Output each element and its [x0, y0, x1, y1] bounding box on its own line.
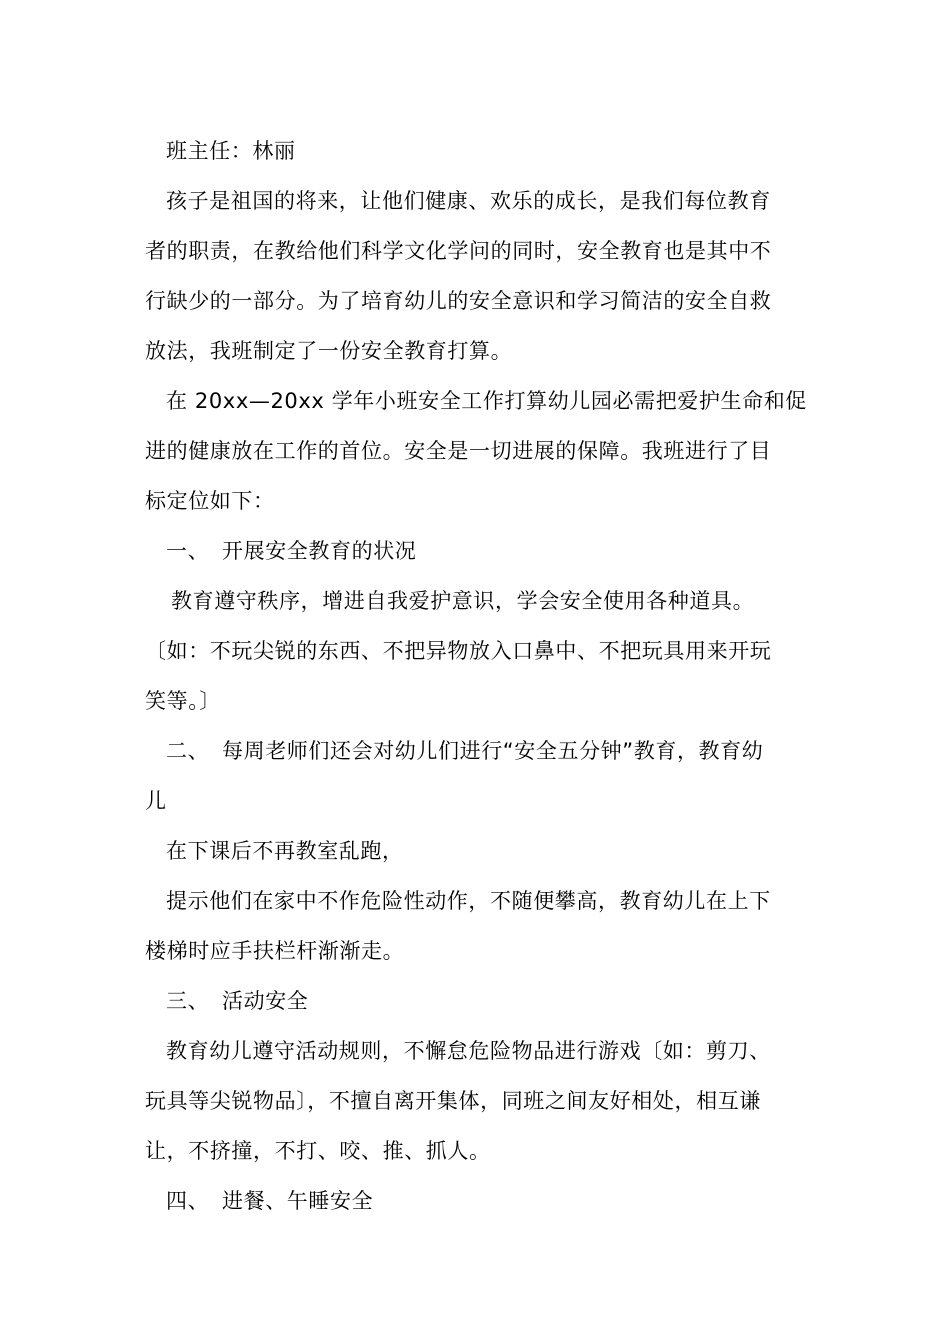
paragraph-line: 〔如：不玩尖锐的东西、不把异物放入口鼻中、不把玩具用来开玩 [145, 639, 772, 663]
section-title: 每周老师们还会对幼儿们进行“安全五分钟”教育，教育幼 [222, 739, 764, 763]
section-title: 活动安全 [222, 989, 309, 1013]
section-number: 三、 [166, 989, 210, 1013]
section-number: 一、 [166, 539, 210, 563]
class-teacher-line: 班主任：林丽 [166, 139, 296, 163]
section-heading-3 [166, 987, 836, 1015]
paragraph-line: 标定位如下： [145, 489, 275, 513]
section-title: 进餐、午睡安全 [222, 1189, 374, 1213]
paragraph-line: 放法，我班制定了一份安全教育打算。 [145, 339, 513, 363]
paragraph-line: 让，不挤撞，不打、咬、推、抓人。 [145, 1139, 491, 1163]
paragraph-line: 行缺少的一部分。为了培育幼儿的安全意识和学习简洁的安全自救 [145, 289, 772, 313]
paragraph-line: 在 20xx—20xx 学年小班安全工作打算幼儿园必需把爱护生命和促 [166, 389, 807, 413]
paragraph-line: 者的职责，在教给他们科学文化学问的同时，安全教育也是其中不 [145, 239, 772, 263]
paragraph-line: 教育遵守秩序，增进自我爱护意识，学会安全使用各种道具。 [171, 589, 755, 613]
paragraph-line: 笑等。〕 [145, 689, 221, 713]
section-heading-1 [166, 537, 836, 565]
section-heading-4 [166, 1187, 836, 1215]
paragraph-line: 楼梯时应手扶栏杆渐渐走。 [145, 939, 405, 963]
paragraph-line: 提示他们在家中不作危险性动作，不随便攀高，教育幼儿在上下 [166, 889, 771, 913]
paragraph-line: 在下课后不再教室乱跑， [166, 839, 404, 863]
section-number: 二、 [166, 739, 210, 763]
section-title: 开展安全教育的状况 [222, 539, 417, 563]
paragraph-line: 儿 [145, 789, 167, 813]
paragraph-line: 孩子是祖国的将来，让他们健康、欢乐的成长，是我们每位教育 [166, 189, 771, 213]
section-number: 四、 [166, 1189, 210, 1213]
paragraph-line: 教育幼儿遵守活动规则，不懈怠危险物品进行游戏〔如：剪刀、 [166, 1039, 771, 1063]
section-heading-2 [166, 737, 836, 765]
paragraph-line: 进的健康放在工作的首位。安全是一切进展的保障。我班进行了目 [145, 439, 772, 463]
paragraph-line: 玩具等尖锐物品〕，不擅自离开集体，同班之间友好相处，相互谦 [145, 1089, 761, 1113]
